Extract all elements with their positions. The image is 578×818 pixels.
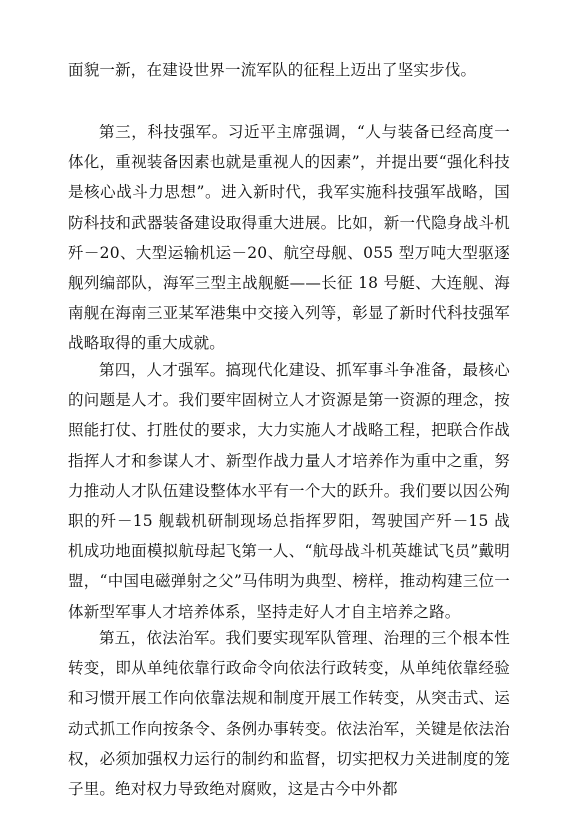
paragraph-talent-strong-military: 第四，人才强军。搞现代化建设、抓军事斗争准备，最核心的问题是人才。我们要牢固树立人才资源是第一资源的理念，按照能打仗、打胜仗的要求，大力实施人才战略工程，把联合作战指挥人才和参谋人才、新型作战力量人才培养作为重中之重，努力推动人才队伍建设整体水平有一个大的跃升。我们要以因公殉职的歼－15 舰载机研制现场总指挥罗阳，驾驶国产歼－15 战机成功地面模拟航母起飞第一人、“航母战斗机英雄试飞员”戴明盟，“中国电磁弹射之父”马伟明为典型、榜样，推动构建三位一体新型军事人才培养体系，坚持走好人才自主培养之路。: [68, 361, 510, 621]
paragraph-law-based-military-governance: 第五，依法治军。我们要实现军队管理、治理的三个根本性转变，即从单纯依靠行政命令向依法行政转变，从单纯依靠经验和习惯开展工作向依靠法规和制度开展工作转变，从突击式、运动式抓工作向按条令、条例办事转变。依法治军，关键是依法治权，必须加强权力运行的制约和监督，切实把权力关进制度的笼子里。绝对权力导致绝对腐败，这是古今中外都: [68, 629, 510, 799]
paragraph-technology-strong-military: 第三，科技强军。习近平主席强调，“人与装备已经高度一体化，重视装备因素也就是重视人的因素”，并提出要“强化科技是核心战斗力思想”。进入新时代，我军实施科技强军战略，国防科技和武器装备建设取得重大进展。比如，新一代隐身战斗机歼－20、大型运输机运－20、航空母舰、055 型万吨大型驱逐舰列编部队，海军三型主战舰艇——长征 18 号艇、大连舰、海南舰在海南三亚某军港集中交接入列等，彰显了新时代科技强军战略取得的重大成就。: [68, 123, 510, 353]
paragraph-continuation: 面貌一新，在建设世界一流军队的征程上迈出了坚实步伐。: [68, 61, 477, 79]
